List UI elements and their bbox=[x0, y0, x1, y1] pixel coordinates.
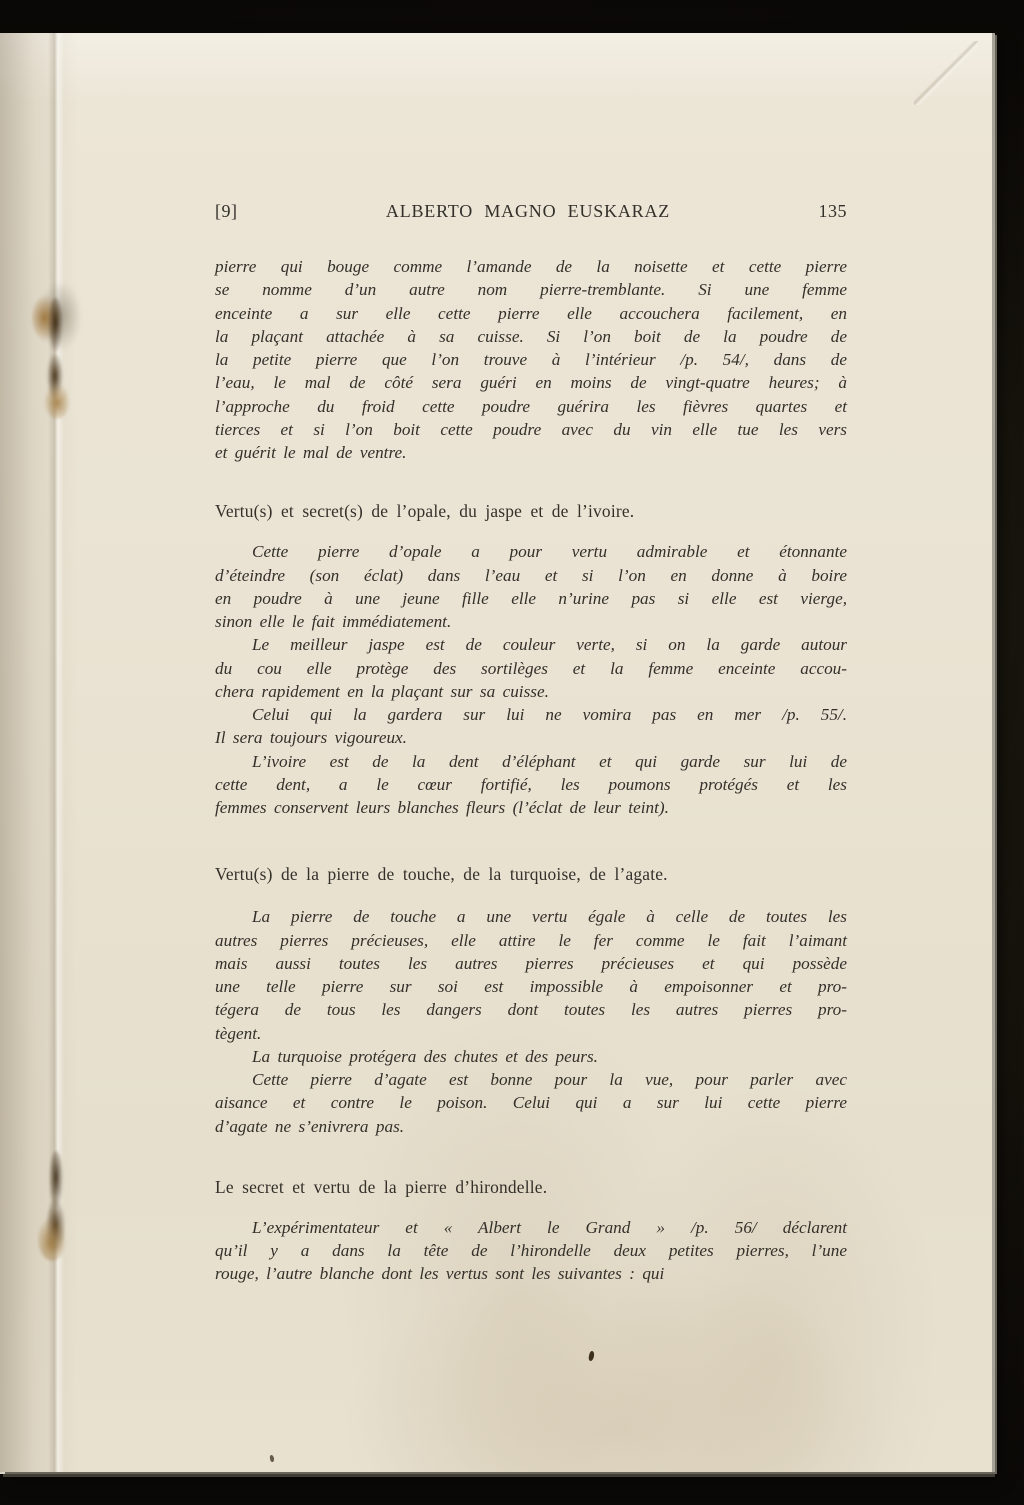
text-line: Celui qui la gardera sur lui ne vomira pas en mer /p. 55/. bbox=[252, 705, 847, 724]
text-line: Cette pierre d’opale a pour vertu admirable et étonnante bbox=[252, 542, 847, 562]
binding-stain bbox=[44, 383, 70, 419]
paragraph-jaspe bbox=[215, 633, 847, 703]
paragraph-continuation bbox=[215, 255, 847, 464]
text-line: en poudre à une jeune fille elle n’urine pas si elle est vierge, bbox=[215, 588, 847, 608]
text-line: chera rapidement en la plaçant sur sa cuisse. bbox=[215, 681, 549, 701]
book-page bbox=[0, 33, 992, 1472]
text-line: aisance et contre le poison. Celui qui a sur lui cette pierre bbox=[215, 1093, 847, 1113]
text-line: qu’il y a dans la tête de l’hirondelle deux petites pierres, l’une bbox=[215, 1241, 847, 1260]
text-line: cette dent, a le cœur fortifié, les poumons protégés et les bbox=[215, 774, 847, 794]
section-heading-opale-jaspe-ivoire: Vertu(s) et secret(s) de l’opale, du jaspe et de l’ivoire. bbox=[215, 501, 635, 522]
text-line: se nomme d’un autre nom pierre-tremblante. Si une femme bbox=[215, 280, 847, 300]
text-line: tierces et si l’on boit cette poudre avec du vin elle tue les vers bbox=[215, 419, 847, 439]
text-line: femmes conservent leurs blanches fleurs (l’éclat de leur teint). bbox=[215, 798, 669, 817]
running-title: ALBERTO MAGNO EUSKARAZ bbox=[385, 201, 671, 221]
text-line: l’approche du froid cette poudre guérira les fièvres quartes et bbox=[215, 396, 847, 416]
text-line: pierre qui bouge comme l’amande de la noisette et cette pierre bbox=[215, 257, 847, 276]
text-line: une telle pierre sur soi est impossible à empoisonner et pro- bbox=[215, 977, 847, 996]
text-line: tègent. bbox=[215, 1023, 262, 1043]
page-header bbox=[215, 33, 847, 222]
text-line: d’éteindre (son éclat) dans l’eau et si l’on en donne à boire bbox=[215, 565, 847, 585]
text-line: Il sera toujours vigoureux. bbox=[215, 728, 407, 748]
text-line: autres pierres précieuses, elle attire le fer comme le fait l’aimant bbox=[215, 930, 847, 950]
text-line: sinon elle le fait immédiatement. bbox=[215, 612, 452, 631]
ink-speck bbox=[588, 1351, 595, 1362]
text-block bbox=[215, 33, 847, 1286]
binding-stain bbox=[38, 1217, 66, 1261]
binding-stain bbox=[48, 298, 63, 352]
text-line: La pierre de touche a une vertu égale à celle de toutes les bbox=[252, 907, 847, 927]
chapter-marker: [9] bbox=[215, 201, 238, 221]
paragraph-agate bbox=[215, 1068, 847, 1138]
text-line: Cette pierre d’agate est bonne pour la vue, pour parler avec bbox=[252, 1070, 847, 1089]
paragraph-turquoise bbox=[215, 1045, 847, 1068]
ink-speck bbox=[270, 1455, 275, 1462]
text-line: L’expérimentateur et « Albert le Grand » /p. 56/ déclarent bbox=[252, 1217, 847, 1237]
text-line: l’eau, le mal de côté sera guéri en moins de vingt-quatre heures; à bbox=[215, 373, 847, 393]
section-heading-pierre-hirondelle: Le secret et vertu de la pierre d’hirondelle. bbox=[215, 1176, 548, 1197]
text-line: enceinte a sur elle cette pierre elle accouchera facilement, en bbox=[215, 303, 847, 323]
paragraph-opale bbox=[215, 540, 847, 633]
text-line: la petite pierre que l’on trouve à l’intérieur /p. 54/, dans de bbox=[215, 350, 847, 369]
text-line: d’agate ne s’enivrera pas. bbox=[215, 1116, 405, 1136]
text-line: et guérit le mal de ventre. bbox=[215, 443, 407, 462]
text-line: tégera de tous les dangers dont toutes les autres pierres pro- bbox=[215, 1000, 847, 1020]
text-line: La turquoise protégera des chutes et des peurs. bbox=[252, 1046, 598, 1066]
paragraph-pierre-de-touche bbox=[215, 905, 847, 1045]
paragraph-ivoire bbox=[215, 750, 847, 820]
page-number: 135 bbox=[818, 201, 847, 221]
text-line: Le meilleur jaspe est de couleur verte, si on la garde autour bbox=[252, 635, 847, 655]
text-line: du cou elle protège des sortilèges et la femme enceinte accou- bbox=[215, 658, 847, 678]
text-line: la plaçant attachée à sa cuisse. Si l’on boit de la poudre de bbox=[215, 326, 847, 346]
paragraph-hirondelle bbox=[215, 1216, 847, 1286]
text-line: L’ivoire est de la dent d’éléphant et qui garde sur lui de bbox=[252, 751, 847, 771]
paragraph-jaspe-mer bbox=[215, 703, 847, 750]
section-heading-touche-turquoise-agate: Vertu(s) de la pierre de touche, de la turquoise, de l’agate. bbox=[215, 864, 668, 885]
text-line: mais aussi toutes les autres pierres précieuses et qui possède bbox=[215, 953, 847, 973]
corner-fold bbox=[914, 41, 978, 105]
text-line: rouge, l’autre blanche dont les vertus sont les suivantes : qui bbox=[215, 1264, 665, 1284]
